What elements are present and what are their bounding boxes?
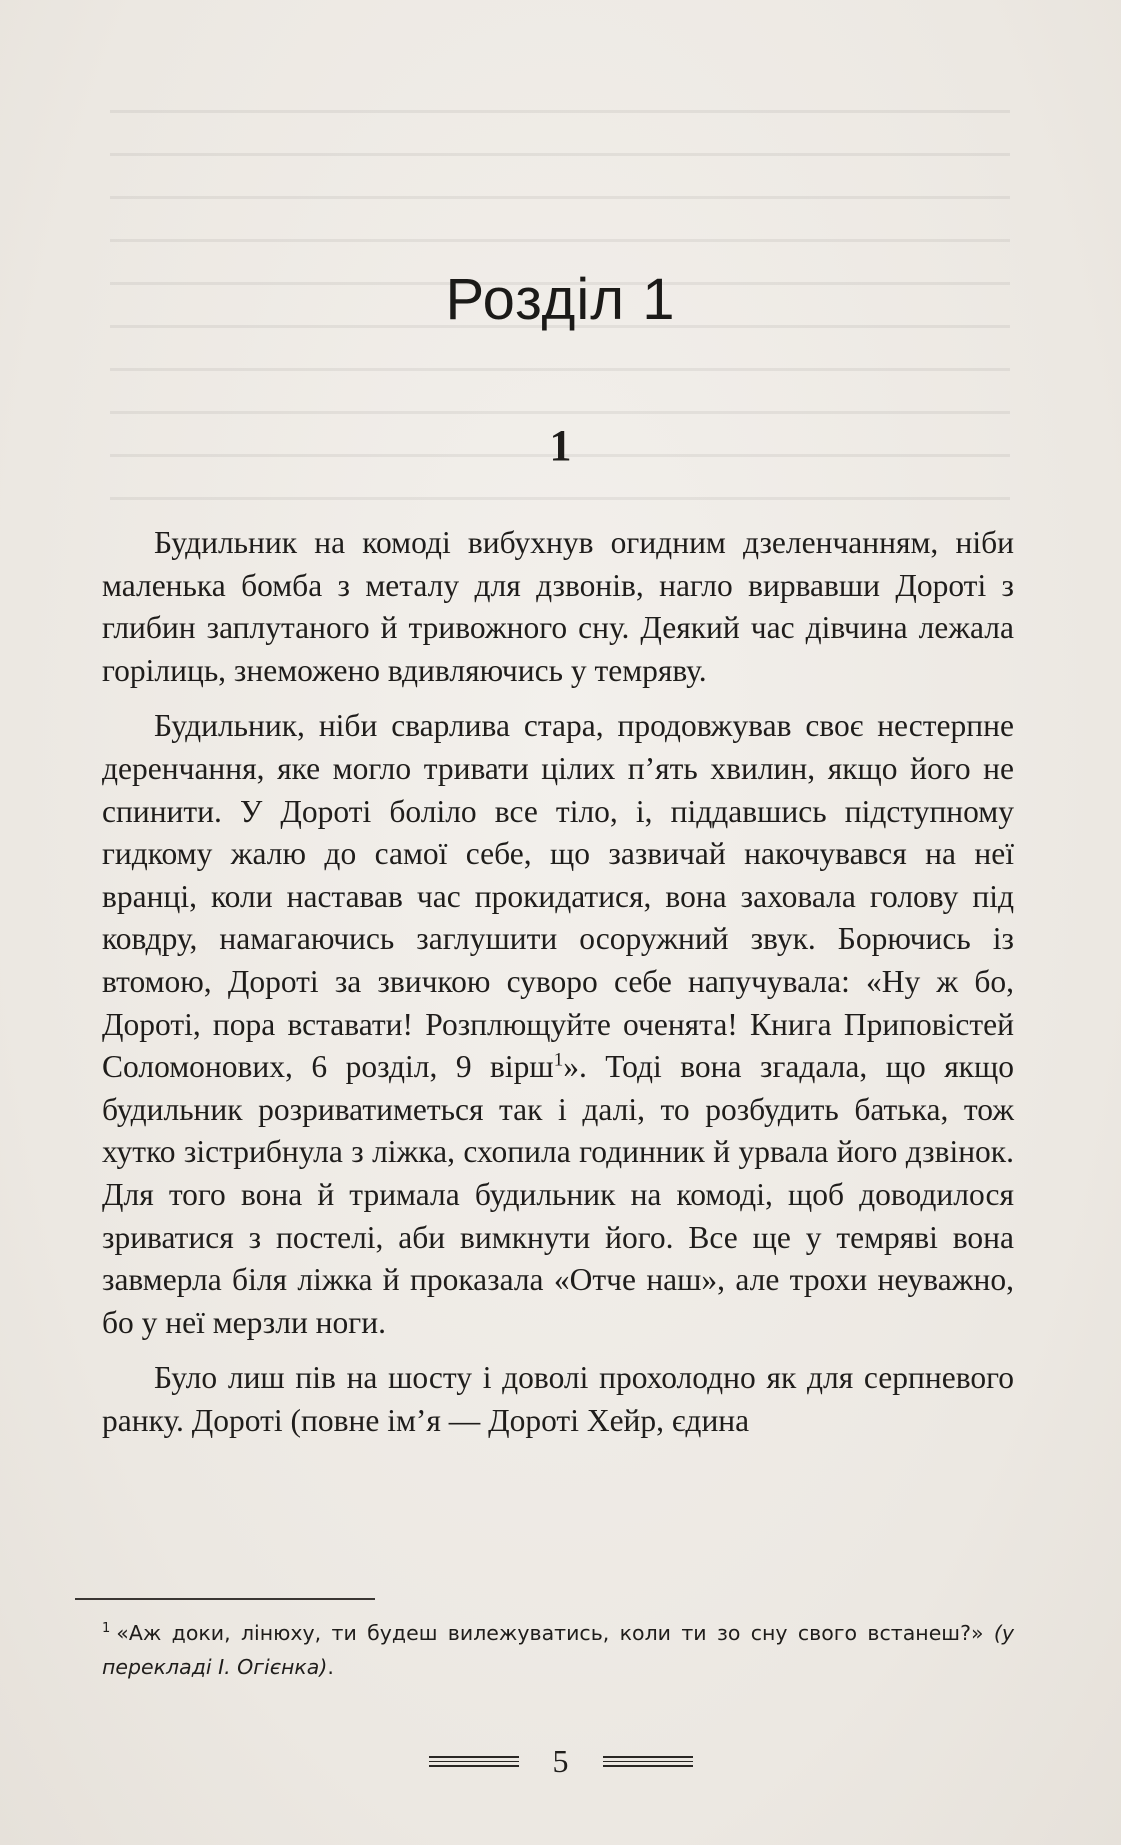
footnote-reference[interactable]: 1 — [553, 1049, 564, 1071]
footnote-text: «Аж доки, лінюху, ти будеш вилежуватись, коли ти зо сну свого встанеш?» — [116, 1620, 984, 1645]
section-number: 1 — [549, 421, 572, 470]
left-ornament-rule — [429, 1756, 519, 1767]
paragraph-3 — [102, 1357, 1014, 1442]
paragraph-1-text: Будильник на комоді вибухнув огидним дзеленчанням, ніби маленька бомба з металу для дзвонів, нагло вирвавши Дороті з глибин заплутаного й тривожного сну. Деякий час дівчина лежала горілиць, знеможено вдивляючись у темряву. — [102, 525, 1014, 688]
paragraph-2-text-after: ». Тоді вона згадала, що якщо будильник розриватиметься так і далі, то розбудить батька, тож хутко зістрибнула з ліжка, схопила годинник й урвала його дзвінок. Для того вона й тримала будильник на комоді, щоб доводилося зриватися з постелі, аби вимкнути його. Все ще у темряві вона завмерла біля ліжка й проказала «Отче наш», але трохи неуважно, бо у неї мерзли ноги. — [102, 1049, 1014, 1340]
body-text — [102, 522, 1014, 1442]
chapter-title: Розділ 1 — [445, 267, 676, 332]
footnote — [102, 1612, 1014, 1684]
footnote-source: (у перекладі І. Огієнка) — [102, 1620, 1014, 1679]
page-footer — [0, 1745, 1121, 1777]
paragraph-2-text: Будильник, ніби сварлива стара, продовжував своє нестерпне деренчання, яке могло тривати цілих п’ять хвилин, якщо його не спинити. У Дороті боліло все тіло, і, піддавшись підступному гидкому жалю до самої себе, що зазвичай накочувався на неї вранці, коли наставав час прокидатися, вона заховала голову під ковдру, намагаючись заглушити осоружний звук. Борючись із втомою, Дороті за звичкою суворо себе напучувала: «Ну ж бо, Дороті, пора вставати! Розплющуйте оченята! Книга Приповістей Соломонових, 6 розділ, 9 вірш — [102, 708, 1014, 1085]
page-number: 5 — [552, 1743, 569, 1779]
footnote-end: . — [327, 1654, 334, 1679]
paragraph-3-text: Було лиш пів на шосту і доволі прохолодно як для серпневого ранку. Дороті (повне ім’я — Дороті Хейр, єдина — [102, 1360, 1014, 1438]
paragraph-1 — [102, 522, 1014, 692]
right-ornament-rule — [603, 1756, 693, 1767]
paragraph-2 — [102, 705, 1014, 1344]
footnote-mark: 1 — [102, 1621, 111, 1636]
footnote-divider — [75, 1598, 375, 1600]
